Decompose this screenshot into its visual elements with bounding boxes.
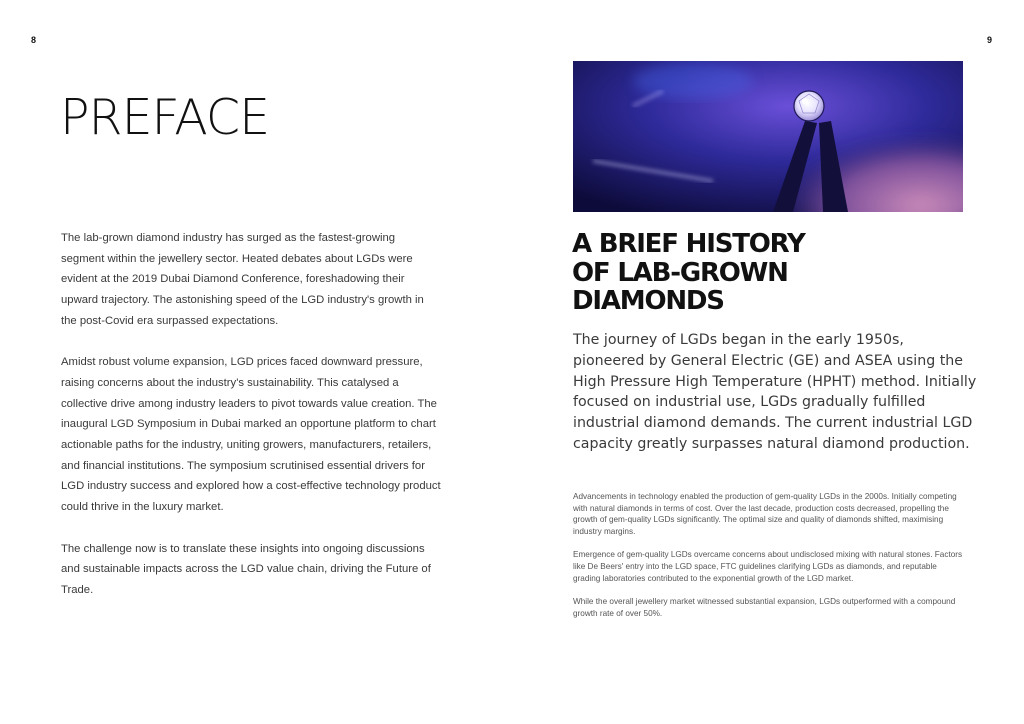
- diamond-photo-illustration: [573, 61, 963, 212]
- page-number-right: 9: [987, 35, 993, 45]
- history-notes: [573, 491, 963, 631]
- preface-title: PREFACE: [60, 89, 270, 146]
- preface-paragraph: The lab-grown diamond industry has surged as the fastest-growing segment within the jewellery sector. Heated debates about LGDs were evident at the 2019 Dubai Diamond Conference, foreshadowing their upward trajectory. The astonishing speed of the LGD industry's growth in the post-Covid era surpassed expectations.: [61, 232, 424, 327]
- diamond-tweezers-photo: [573, 61, 963, 212]
- history-title-line: OF LAB-GROWN: [572, 257, 788, 288]
- history-title-line: A BRIEF HISTORY: [572, 229, 805, 259]
- history-note: Advancements in technology enabled the production of gem-quality LGDs in the 2000s. Initially competing with natural diamonds in terms of cost. Over the last decade, production costs decreased, propelling the growth of gem-quality LGDs significantly. The optimal size and quality of diamonds shifted, maximising industry margins.: [573, 492, 957, 536]
- page-number-left: 8: [31, 35, 37, 45]
- preface-paragraph: Amidst robust volume expansion, LGD prices faced downward pressure, raising concerns about the industry's sustainability. This catalysed a collective drive among industry leaders to pivot towards value creation. The inaugural LGD Symposium in Dubai marked an opportune platform to chart actionable paths for the industry, uniting growers, manufacturers, retailers, and financial institutions. The symposium scrutinised essential drivers for LGD industry success and explored how a cost-effective technology product could thrive in the luxury market.: [61, 356, 441, 514]
- history-note: While the overall jewellery market witnessed substantial expansion, LGDs outperformed with a compound growth rate of over 50%.: [573, 597, 956, 618]
- preface-body: [61, 228, 441, 621]
- history-title: [572, 230, 972, 316]
- history-note: Emergence of gem-quality LGDs overcame concerns about undisclosed mixing with natural stones. Factors like De Beers' entry into the LGD space, FTC guidelines clarifying LGDs as diamonds, and reputable grading laboratories contributed to the exponential growth of the LGD market.: [573, 550, 963, 583]
- preface-paragraph: The challenge now is to translate these insights into ongoing discussions and sustainable impacts across the LGD value chain, driving the Future of Trade.: [61, 542, 431, 596]
- history-title-line: DIAMONDS: [572, 286, 724, 316]
- history-lead-paragraph: The journey of LGDs began in the early 1950s, pioneered by General Electric (GE) and ASEA using the High Pressure High Temperature (HPHT) method. Initially focused on industrial use, LGDs gradually fulfilled industrial diamond demands. The current industrial LGD capacity greatly surpasses natural diamond production.: [573, 332, 977, 452]
